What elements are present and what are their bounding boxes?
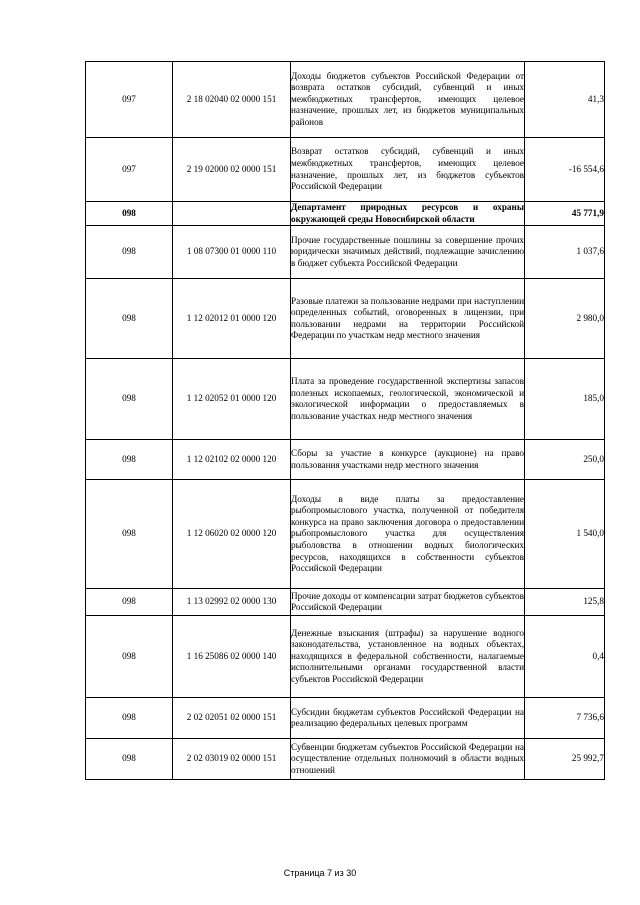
table-row	[86, 589, 605, 616]
admin-code-cell: 097	[86, 62, 173, 138]
page-number: Страница 7 из 30	[283, 868, 357, 878]
table-row	[86, 62, 605, 138]
budget-classification-code-cell: 1 12 02102 02 0000 120	[173, 440, 291, 480]
revenue-name-cell: Плата за проведение государственной экспертизы запасов полезных ископаемых, геологической, экономической и экологической информации о предоставляемых в пользование участках недр местного значения	[291, 359, 525, 440]
revenue-name-cell: Субвенции бюджетам субъектов Российской Федерации на осуществление отдельных полномочий в области водных отношений	[291, 739, 525, 780]
revenue-name-cell: Доходы в виде платы за предоставление рыбопромыслового участка, полученной от победителя конкурса на право заключения договора о предоставлении рыбопромыслового участка для осуществления рыболовства в отношении водных биологических ресурсов, находящихся в собственности субъектов Российской Федерации	[291, 480, 525, 589]
amount-cell: 1 037,6	[525, 226, 605, 279]
admin-code-cell: 098	[86, 440, 173, 480]
budget-classification-code-cell: 1 12 02052 01 0000 120	[173, 359, 291, 440]
table-row	[86, 279, 605, 359]
admin-code-cell: 098	[86, 279, 173, 359]
budget-classification-code-cell: 1 08 07300 01 0000 110	[173, 226, 291, 279]
department-row	[86, 202, 605, 226]
revenue-name-cell: Прочие государственные пошлины за совершение прочих юридически значимых действий, подлежащие зачислению в бюджет субъекта Российской Федерации	[291, 226, 525, 279]
table-row	[86, 698, 605, 739]
admin-code-cell: 098	[86, 589, 173, 616]
admin-code-cell: 098	[86, 202, 173, 226]
revenue-name-cell: Возврат остатков субсидий, субвенций и иных межбюджетных трансфертов, имеющих целевое назначение, прошлых лет, из бюджетов субъектов Российской Федерации	[291, 138, 525, 202]
amount-cell: 41,3	[525, 62, 605, 138]
table-row	[86, 739, 605, 780]
table-row	[86, 359, 605, 440]
department-total-cell: 45 771,9	[525, 202, 605, 226]
admin-code-cell: 098	[86, 359, 173, 440]
budget-classification-code-cell	[173, 202, 291, 226]
revenue-name-cell: Сборы за участие в конкурсе (аукционе) на право пользования участками недр местного значения	[291, 440, 525, 480]
budget-classification-code-cell: 2 02 03019 02 0000 151	[173, 739, 291, 780]
admin-code-cell: 098	[86, 480, 173, 589]
budget-classification-code-cell: 1 12 02012 01 0000 120	[173, 279, 291, 359]
department-name-cell: Департамент природных ресурсов и охраны окружающей среды Новосибирской области	[291, 202, 525, 226]
admin-code-cell: 098	[86, 226, 173, 279]
table-row	[86, 138, 605, 202]
amount-cell: 185,0	[525, 359, 605, 440]
table-row	[86, 616, 605, 698]
amount-cell: 7 736,6	[525, 698, 605, 739]
budget-classification-code-cell: 2 19 02000 02 0000 151	[173, 138, 291, 202]
amount-cell: 1 540,0	[525, 480, 605, 589]
budget-classification-code-cell: 1 12 06020 02 0000 120	[173, 480, 291, 589]
budget-classification-code-cell: 2 18 02040 02 0000 151	[173, 62, 291, 138]
revenue-name-cell: Субсидии бюджетам субъектов Российской Федерации на реализацию федеральных целевых программ	[291, 698, 525, 739]
amount-cell: 250,0	[525, 440, 605, 480]
admin-code-cell: 098	[86, 739, 173, 780]
revenue-table	[85, 61, 605, 780]
budget-classification-code-cell: 1 16 25086 02 0000 140	[173, 616, 291, 698]
budget-classification-code-cell: 2 02 02051 02 0000 151	[173, 698, 291, 739]
revenue-name-cell: Разовые платежи за пользование недрами при наступлении определенных событий, оговоренных в лицензии, при пользовании недрами на территории Российской Федерации по участкам недр местного значения	[291, 279, 525, 359]
table-row	[86, 480, 605, 589]
budget-classification-code-cell: 1 13 02992 02 0000 130	[173, 589, 291, 616]
revenue-table-body	[86, 62, 605, 780]
revenue-name-cell: Прочие доходы от компенсации затрат бюджетов субъектов Российской Федерации	[291, 589, 525, 616]
revenue-name-cell: Доходы бюджетов субъектов Российской Федерации от возврата остатков субсидий, субвенций и иных межбюджетных трансфертов, имеющих целевое назначение, прошлых лет, из бюджетов муниципальных районов	[291, 62, 525, 138]
amount-cell: 125,8	[525, 589, 605, 616]
table-row	[86, 226, 605, 279]
admin-code-cell: 097	[86, 138, 173, 202]
admin-code-cell: 098	[86, 698, 173, 739]
revenue-name-cell: Денежные взыскания (штрафы) за нарушение водного законодательства, установленное на водных объектах, находящихся в федеральной собственности, налагаемые исполнительными органами государственной власти субъектов Российской Федерации	[291, 616, 525, 698]
amount-cell: 25 992,7	[525, 739, 605, 780]
admin-code-cell: 098	[86, 616, 173, 698]
amount-cell: -16 554,6	[525, 138, 605, 202]
table-row	[86, 440, 605, 480]
amount-cell: 0,4	[525, 616, 605, 698]
amount-cell: 2 980,0	[525, 279, 605, 359]
